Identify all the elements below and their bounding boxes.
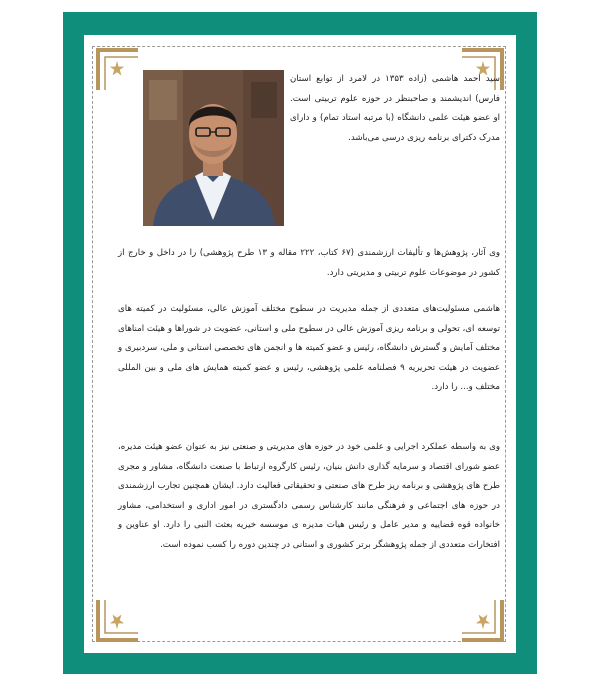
bio-paragraph-industry: وی به واسطه عملکرد اجرایی و علمی خود در حوزه های مدیریتی و صنعتی نیز به عنوان عضو هیئت مدیره، عضو شورای اقتصاد و سرمایه گذاری دانش بنیان، رئیس کارگروه ارتباط با صنعت دانشگاه، مشاور و مجری طرح های پژوهشی و برنامه ریز طرح های صنعتی و تحقیقاتی فعالیت دارد. ایشان همچنین تجارب ارزشمندی در حوزه های اجتماعی و فرهنگی مانند کارشناس رسمی دادگستری در امور اداری و استخدامی، مشاور خانواده قوه قضاییه و مدیر عامل و رئیس هیات مدیره ی موسسه خیریه بعثت النبی را دارد. او عناوین و افتخارات متعددی از جمله پژوهشگر برتر کشوری و استانی در چندین دوره را کسب نموده است. — [118, 442, 500, 550]
ornament-corner-icon — [96, 598, 140, 642]
portrait-photo — [143, 70, 284, 226]
ornament-corner-icon — [96, 48, 140, 92]
bio-paragraph-works: وی آثار، پژوهش‌ها و تألیفات ارزشمندی (۶۷ کتاب، ۲۲۲ مقاله و ۱۳ طرح پژوهشی) را در داخل و خارج از کشور در موضوعات علوم تربیتی و مدیریتی دارد. — [118, 248, 500, 278]
bio-paragraph-intro: سید احمد هاشمی (زاده ۱۳۵۳ در لامرد از توابع استان فارس) اندیشمند و صاحبنظر در حوزه علوم تربیتی است. او عضو هیئت علمی دانشگاه (با مرتبه استاد تمام) و دارای مدرک دکترای برنامه ریزی درسی می‌باشد. — [290, 74, 500, 143]
ornament-corner-icon — [460, 598, 504, 642]
bio-paragraph-responsibilities: هاشمی مسئولیت‌های متعددی از جمله مدیریت در سطوح مختلف آموزش عالی، مسئولیت در کمیته های توسعه ای، تحولی و برنامه ریزی آموزش عالی در سطوح ملی و استانی، عضویت در شوراها و هیئت امناهای مختلف آمایش و گسترش دانشگاه، رئیس و عضو کمیته ها و انجمن های تخصصی استانی و ملی، سردبیری و عضویت در هیئت تحریریه ۹ فصلنامه علمی پژوهشی، رئیس و عضو کمیته همایش های ملی و بین المللی مختلف و... را دارد. — [118, 304, 500, 393]
